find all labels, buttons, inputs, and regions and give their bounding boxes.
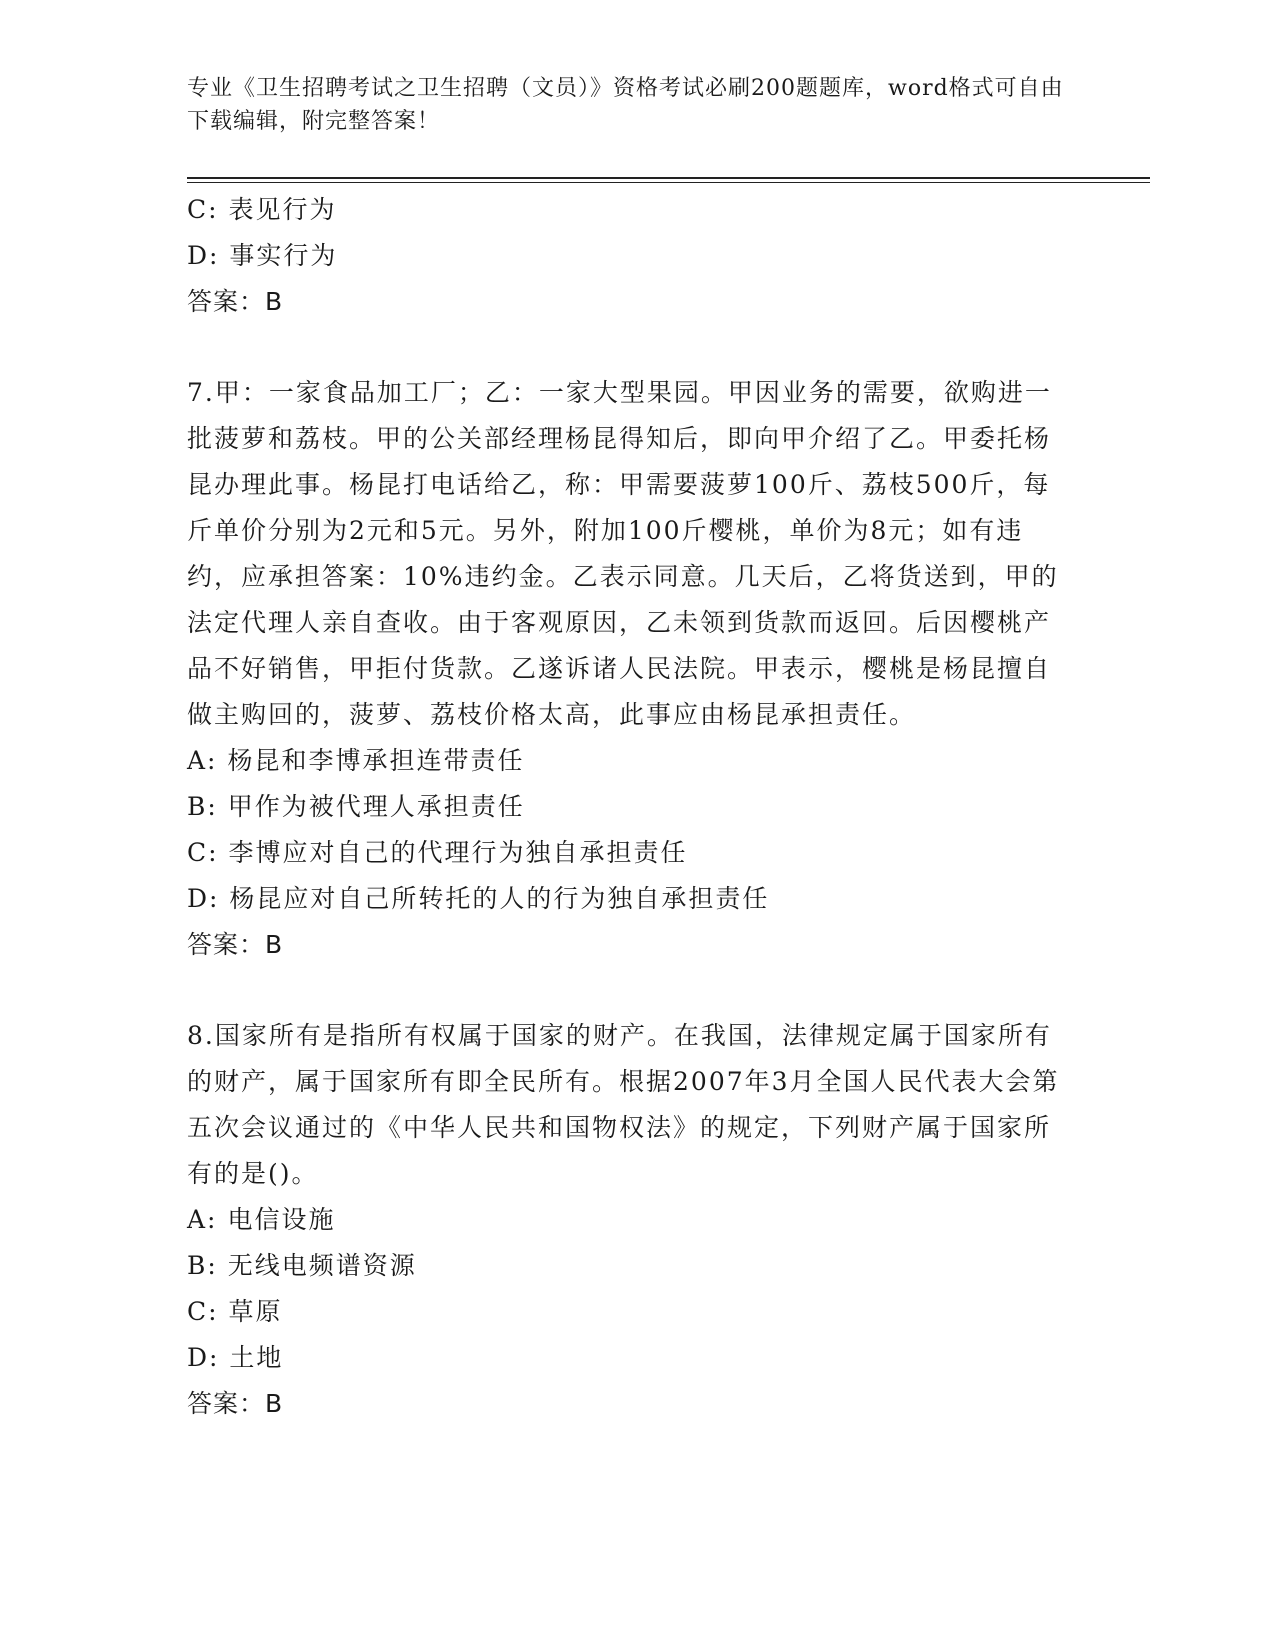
option-text: 土地 — [229, 1343, 284, 1372]
option-label: B: — [187, 792, 218, 821]
option-a — [187, 738, 1067, 784]
question-stem: 7.甲：一家食品加工厂；乙：一家大型果园。甲因业务的需要，欲购进一批菠萝和荔枝。甲的公关部经理杨昆得知后，即向甲介绍了乙。甲委托杨昆办理此事。杨昆打电话给乙，称：甲需要菠萝100斤、荔枝500斤，每斤单价分别为2元和5元。另外，附加100斤樱桃，单价为8元；如有违约，应承担答案：10%违约金。乙表示同意。几天后，乙将货送到，甲的法定代理人亲自查收。由于客观原因，乙未领到货款而返回。后因樱桃产品不好销售，甲拒付货款。乙遂诉诸人民法院。甲表示，樱桃是杨昆擅自做主购回的，菠萝、荔枝价格太高，此事应由杨昆承担责任。 — [187, 378, 1059, 729]
answer-line: 答案：B — [187, 287, 284, 316]
option-c — [187, 830, 1067, 876]
option-text: 无线电频谱资源 — [227, 1251, 417, 1280]
option-label: A: — [187, 1205, 218, 1234]
option-text: 草原 — [228, 1297, 283, 1326]
option-label: A: — [187, 746, 218, 775]
document-header: 专业《卫生招聘考试之卫生招聘（文员）》资格考试必刷200题题库，word格式可自由下载编辑，附完整答案！ — [187, 76, 1064, 134]
option-b — [187, 1243, 1067, 1289]
option-text: 事实行为 — [229, 241, 338, 270]
option-label: C: — [187, 195, 219, 224]
option-text: 甲作为被代理人承担责任 — [227, 792, 525, 821]
option-a — [187, 1197, 1067, 1243]
option-label: D: — [187, 1343, 220, 1372]
question-stem: 8.国家所有是指所有权属于国家的财产。在我国，法律规定属于国家所有的财产，属于国家所有即全民所有。根据2007年3月全国人民代表大会第五次会议通过的《中华人民共和国物权法》的规定，下列财产属于国家所有的是()。 — [187, 1021, 1060, 1188]
question-7 — [187, 370, 1067, 968]
option-label: D: — [187, 241, 220, 270]
option-text: 电信设施 — [227, 1205, 336, 1234]
question-8 — [187, 1013, 1067, 1427]
option-label: C: — [187, 838, 219, 867]
option-d — [187, 876, 1067, 922]
header-divider-thick — [187, 177, 1150, 179]
option-d — [187, 233, 1067, 279]
option-text: 表见行为 — [228, 195, 337, 224]
option-c — [187, 1289, 1067, 1335]
option-label: B: — [187, 1251, 218, 1280]
option-c — [187, 187, 1067, 233]
option-label: C: — [187, 1297, 219, 1326]
option-text: 李博应对自己的代理行为独自承担责任 — [228, 838, 688, 867]
option-d — [187, 1335, 1067, 1381]
option-text: 杨昆应对自己所转托的人的行为独自承担责任 — [229, 884, 770, 913]
header-divider-thin — [187, 182, 1150, 183]
option-b — [187, 784, 1067, 830]
answer-line: 答案：B — [187, 1389, 284, 1418]
option-text: 杨昆和李博承担连带责任 — [227, 746, 525, 775]
question-content — [187, 187, 1067, 1427]
option-label: D: — [187, 884, 220, 913]
answer-line: 答案：B — [187, 930, 284, 959]
